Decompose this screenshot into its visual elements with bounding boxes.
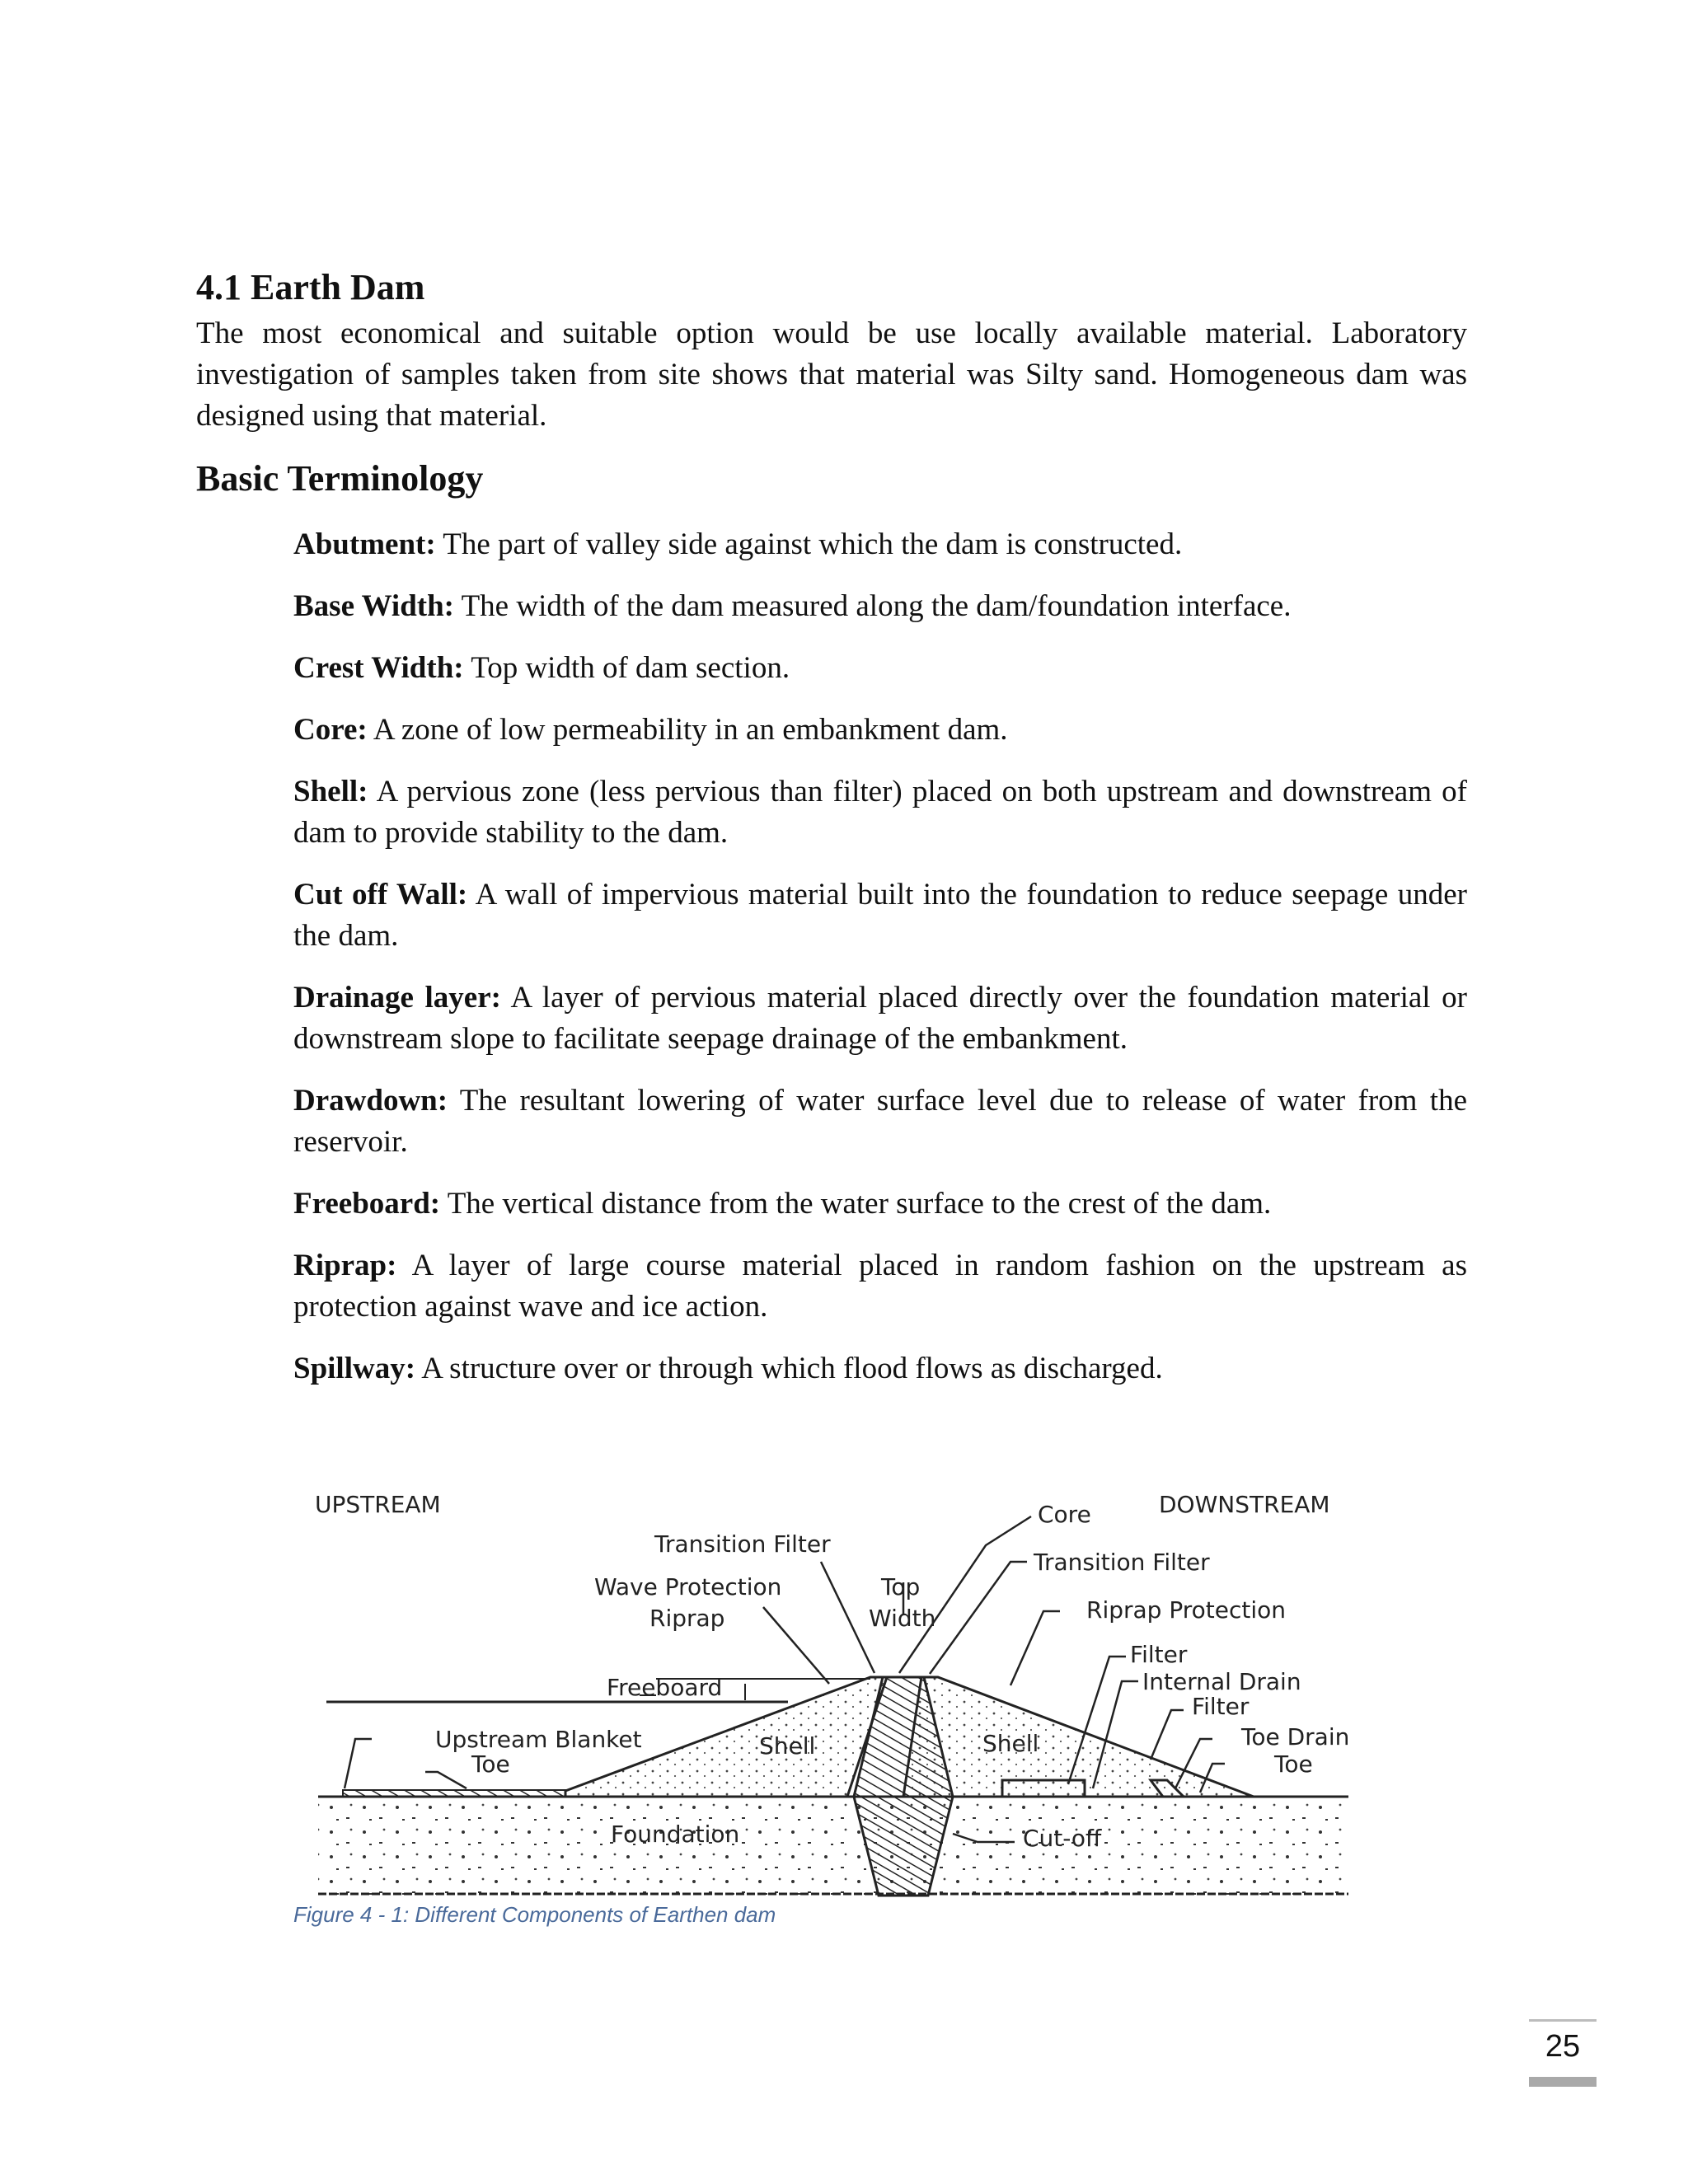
term-drainage-layer: [293, 977, 1467, 1060]
page-number: 25: [1545, 2029, 1581, 2064]
internal-drain-label: Internal Drain: [1142, 1668, 1301, 1695]
term-shell: [293, 771, 1467, 854]
toe-left-label: Toe: [471, 1750, 510, 1778]
downstream-label: DOWNSTREAM: [1159, 1491, 1330, 1518]
term-label: Riprap:: [293, 1249, 397, 1282]
freeboard-label: Freeboard: [607, 1674, 723, 1701]
term-definition: A structure over or through which flood flows as discharged.: [415, 1352, 1163, 1385]
transition-filter-left-label: Transition Filter: [654, 1530, 831, 1558]
wave-protection-label: Wave Protection: [594, 1573, 782, 1601]
term-label: Drawdown:: [293, 1084, 448, 1118]
term-label: Shell:: [293, 775, 368, 808]
internal-drain: [1002, 1780, 1085, 1797]
riprap-label: Riprap: [649, 1605, 725, 1632]
term-definition: The vertical distance from the water surface to the crest of the dam.: [440, 1187, 1272, 1221]
term-label: Core:: [293, 713, 368, 747]
term-drawdown: [293, 1080, 1467, 1163]
section-intro-paragraph: The most economical and suitable option would be use locally available material. Laboratory investigation of samples taken from site shows that material was Silty sand. Homogeneous dam was designed using that material.: [196, 316, 1467, 433]
term-definition: The width of the dam measured along the dam/foundation interface.: [454, 589, 1292, 623]
term-crest-width: [293, 648, 1467, 689]
term-label: Freeboard:: [293, 1187, 441, 1221]
term-label: Drainage layer:: [293, 981, 501, 1015]
term-definition: A layer of large course material placed in random fashion on the upstream as protection against wave and ice action.: [293, 1249, 1467, 1324]
filter-bottom-label: Filter: [1192, 1693, 1250, 1720]
term-label: Abutment:: [293, 527, 436, 561]
term-base-width: [293, 586, 1467, 627]
foundation-label: Foundation: [611, 1821, 740, 1848]
toe-right-label: Toe: [1274, 1750, 1313, 1778]
term-label: Spillway:: [293, 1352, 416, 1385]
term-riprap: [293, 1245, 1467, 1328]
upstream-blanket-label: Upstream Blanket: [435, 1726, 642, 1753]
section-heading: 4.1 Earth Dam: [196, 267, 425, 307]
width-label: Width: [869, 1605, 936, 1632]
term-label: Cut off Wall:: [293, 878, 468, 912]
foundation-layer: [318, 1797, 1348, 1896]
riprap-protection-label: Riprap Protection: [1086, 1596, 1287, 1624]
figure-caption: Figure 4 - 1: Different Components of Earthen dam: [293, 1902, 776, 1927]
page-number-rule-bottom: [1529, 2077, 1597, 2087]
page-number-rule-top: [1529, 2019, 1597, 2022]
upstream-label: UPSTREAM: [315, 1491, 441, 1518]
term-spillway: [293, 1348, 1467, 1390]
term-definition: A zone of low permeability in an embankment dam.: [367, 713, 1008, 747]
term-label: Crest Width:: [293, 651, 464, 685]
term-core: [293, 710, 1467, 751]
earth-dam-diagram: [293, 1479, 1365, 1908]
cutoff-label: Cut-off: [1023, 1825, 1102, 1852]
term-label: Base Width:: [293, 589, 454, 623]
term-definition: A layer of pervious material placed directly over the foundation material or downstream slope to facilitate seepage drainage of the embankment.: [293, 981, 1467, 1056]
term-definition: The resultant lowering of water surface level due to release of water from the reservoir.: [293, 1084, 1467, 1159]
top-label: Top: [881, 1573, 921, 1601]
term-cut-off-wall: [293, 874, 1467, 957]
transition-filter-right-label: Transition Filter: [1034, 1549, 1210, 1576]
terminology-heading: Basic Terminology: [196, 458, 484, 499]
filter-top-label: Filter: [1130, 1641, 1188, 1668]
term-definition: The part of valley side against which the dam is constructed.: [435, 527, 1183, 561]
term-definition: Top width of dam section.: [463, 651, 790, 685]
term-abutment: [293, 524, 1467, 565]
shell-left-label: Shell: [759, 1732, 816, 1760]
terminology-list: [293, 524, 1467, 1410]
core-label: Core: [1038, 1501, 1091, 1528]
term-definition: A pervious zone (less pervious than filter) placed on both upstream and downstream of dam to provide stability to the dam.: [293, 775, 1467, 850]
shell-right-label: Shell: [982, 1730, 1039, 1757]
upstream-blanket: [343, 1790, 565, 1797]
toe-drain-label: Toe Drain: [1241, 1723, 1350, 1750]
term-freeboard: [293, 1183, 1467, 1225]
term-definition: A wall of impervious material built into the foundation to reduce seepage under the dam.: [293, 878, 1467, 953]
